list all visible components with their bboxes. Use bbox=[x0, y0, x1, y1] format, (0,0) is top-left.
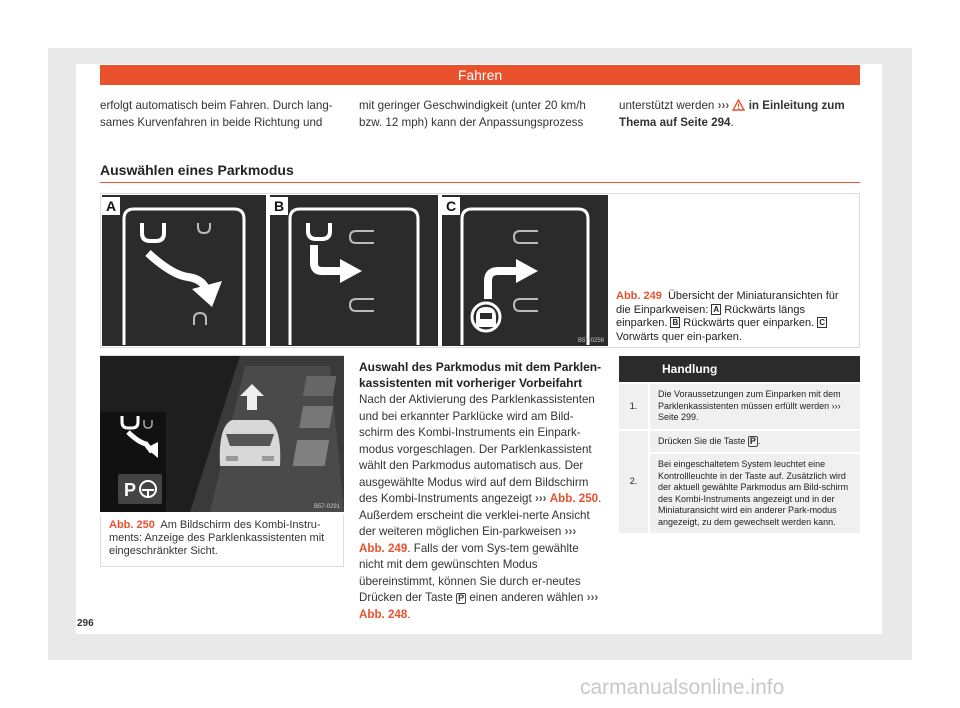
table-row bbox=[619, 429, 860, 534]
figure-249-caption-text: Übersicht der Miniaturansichten für die Einparkweisen: bbox=[616, 290, 839, 316]
panel-b-label: B bbox=[270, 197, 288, 215]
row-cells bbox=[650, 431, 860, 534]
chapter-header: Fahren bbox=[100, 65, 860, 85]
figure-249-label: Abb. 249 bbox=[616, 290, 662, 302]
body-p3: . Falls der vom Sys-tem gewählte nicht mit dem gewünschten Modus übereinstimmt, können Sie durch er-neutes Drücken der Taste bbox=[359, 541, 581, 604]
row-number: 1. bbox=[619, 384, 650, 429]
col3-end: . bbox=[730, 115, 734, 129]
ref-abb-249[interactable]: Abb. 249 bbox=[359, 541, 408, 555]
action-table bbox=[619, 356, 860, 533]
panel-a-label: A bbox=[102, 197, 120, 215]
body-p4: einen anderen wählen bbox=[469, 591, 584, 604]
cell-text-end: . bbox=[757, 435, 761, 446]
figure-250-caption bbox=[100, 515, 344, 567]
text-col1: erfolgt automatisch beim Fahren. Durch lang-sames Kurvenfahren in beide Richtung und bbox=[100, 99, 333, 129]
arrows-glyph: ››› bbox=[586, 591, 599, 604]
arrows-glyph: ››› bbox=[564, 525, 577, 538]
figure-250-image bbox=[100, 356, 344, 512]
warning-icon bbox=[732, 99, 745, 111]
col3-pre: unterstützt werden bbox=[619, 99, 715, 112]
park-assist-key-icon: P bbox=[749, 435, 756, 446]
arrows-glyph: ››› bbox=[534, 492, 547, 505]
subsection-body bbox=[359, 392, 604, 623]
arrows-glyph: ››› bbox=[717, 99, 730, 112]
subsection-title: Auswahl des Parkmodus mit dem Parklen-kassistenten mit vorheriger Vorbeifahrt bbox=[359, 360, 602, 390]
box-letter-c: C bbox=[819, 318, 825, 327]
figure-249-code: B57-0256 bbox=[577, 338, 604, 344]
row-cells bbox=[650, 384, 860, 429]
text-col2: mit geringer Geschwindigkeit (unter 20 km/h bzw. 12 mph) kann der Anpassungsprozess bbox=[359, 99, 586, 129]
park-assist-key-icon: P bbox=[458, 593, 465, 603]
caption-text-a: Rückwärts längs einparken. bbox=[616, 303, 805, 329]
table-cell bbox=[650, 431, 860, 453]
body-p1: Nach der Aktivierung des Parklenkassistenten und bei erkannter Parklücke wird am Bild-schirm des Kombi-Instruments ein Einpark-modus vorgeschlagen. Der Parklenkassistent wählt den Parkmodus automatisch aus. Der ausgewählte Modus wird auf dem Bildschirm des Kombi-Instruments angezeigt bbox=[359, 393, 595, 505]
panel-c-label: C bbox=[442, 197, 460, 215]
text-col3 bbox=[619, 98, 864, 131]
body-p5: . bbox=[407, 607, 411, 621]
table-header: Handlung bbox=[619, 356, 860, 382]
ref-abb-248[interactable]: Abb. 248 bbox=[359, 607, 408, 621]
figure-249-caption bbox=[616, 290, 856, 344]
figure-250-code: B57-0291 bbox=[313, 504, 340, 510]
table-row bbox=[619, 382, 860, 429]
section-divider bbox=[100, 182, 860, 183]
figure-250-label: Abb. 250 bbox=[109, 519, 155, 531]
ref-abb-250[interactable]: Abb. 250 bbox=[549, 492, 599, 505]
box-letter-a: A bbox=[713, 304, 720, 314]
cell-text: Drücken Sie die Taste bbox=[658, 435, 746, 446]
box-letter-b: B bbox=[672, 318, 679, 327]
panel-a-image bbox=[102, 195, 266, 346]
panel-b-image bbox=[270, 195, 438, 346]
page-number: 296 bbox=[77, 618, 94, 629]
body-p2: . Außerdem erscheint die verklei-nerte Ansicht der weiteren möglichen Ein-parkweisen bbox=[359, 492, 602, 538]
table-cell: Bei eingeschaltetem System leuchtet eine Kontrollleuchte in der Taste auf. Zusätzlich wird der aktuell gewählte Parkmodus am Bild-schirm des Kombi-Instruments angezeigt und in der Miniaturansicht wird ein anderer Park-modus angezeigt, zu dem gewechselt werden kann. bbox=[650, 452, 860, 533]
watermark: carmanualsonline.info bbox=[580, 676, 785, 699]
table-cell: Die Voraussetzungen zum Einparken mit dem Parklenkassistenten müssen erfüllt werden ››› Seite 299. bbox=[650, 384, 860, 429]
col3-link[interactable]: in Einleitung zum Thema auf Seite 294 bbox=[619, 99, 845, 129]
svg-text:P: P bbox=[124, 480, 137, 500]
caption-text-c: Vorwärts quer ein-parken. bbox=[616, 330, 742, 343]
panel-c-image bbox=[442, 195, 608, 346]
figure-250-caption-text: Am Bildschirm des Kombi-Instru-ments: Anzeige des Parklenkassistenten mit eingeschränkter Sicht. bbox=[109, 519, 325, 557]
section-title: Auswählen eines Parkmodus bbox=[100, 162, 294, 178]
caption-text-b: Rückwärts quer einparken. bbox=[683, 317, 815, 329]
row-number: 2. bbox=[619, 431, 650, 534]
